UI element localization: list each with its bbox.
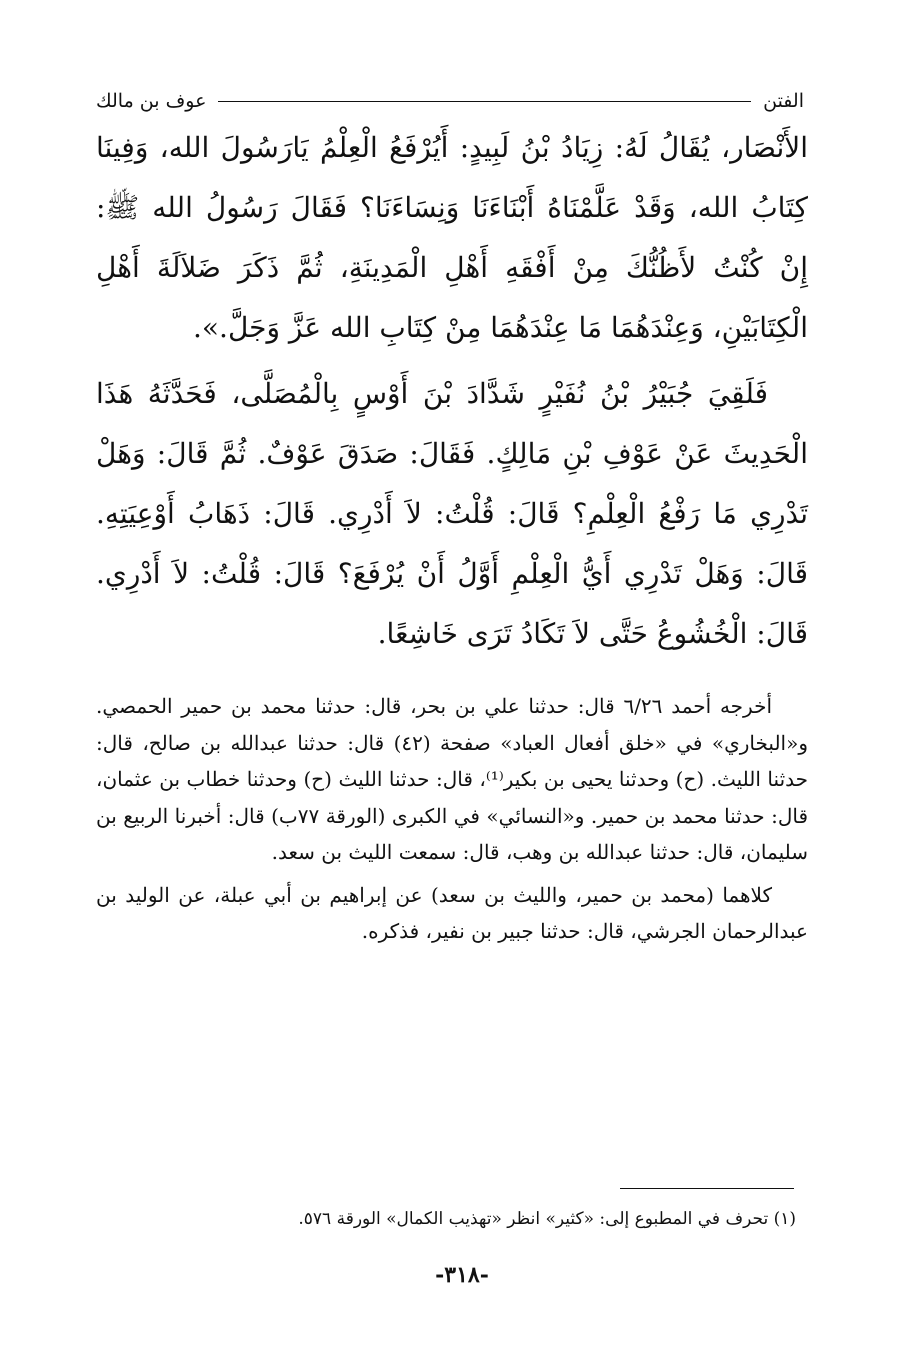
hadith-paragraph-2: فَلَقِيَ جُبَيْرُ بْنُ نُفَيْرٍ شَدَّادَ بْنَ أَوْسٍ بِالْمُصَلَّى، فَحَدَّثَهُ هَذَا الْحَدِيثَ عَنْ عَوْفِ بْنِ مَالِكٍ. فَقَالَ: صَدَقَ عَوْفٌ. ثُمَّ قَالَ: وَهَلْ تَدْرِي مَا رَفْعُ الْعِلْمِ؟ قَالَ: قُلْتُ: لاَ أَدْرِي. قَالَ: ذَهَابُ أَوْعِيَتِهِ. قَالَ: وَهَلْ تَدْرِي أَيُّ الْعِلْمِ أَوَّلُ أَنْ يُرْفَعَ؟ قَالَ: قُلْتُ: لاَ أَدْرِي. قَالَ: الْخُشُوعُ حَتَّى لاَ تَكَادُ تَرَى خَاشِعًا. (96, 377, 808, 650)
footnote-rule (620, 1188, 794, 1189)
footnote: (١) تحرف في المطبوع إلى: «كثير» انظر «تهذيب الكمال» الورقة ٥٧٦. (298, 1209, 796, 1229)
hadith-text (96, 118, 808, 664)
commentary-paragraph-2: كلاهما (محمد بن حمير، والليث بن سعد) عن إبراهيم بن أبي عبلة، عن الوليد بن عبدالرحمان الجرشي، قال: حدثنا جبير بن نفير، فذكره. (96, 882, 808, 943)
section-title: عوف بن مالك (96, 90, 207, 112)
takhrij-commentary (96, 688, 808, 950)
commentary-paragraph-1: أخرجه أحمد ٦/٢٦ قال: حدثنا علي بن بحر، قال: حدثنا محمد بن حمير الحمصي. و«البخاري» في «خلق أفعال العباد» صفحة (٤٢) قال: حدثنا عبدالله بن صالح، قال: حدثنا الليث. (ح) وحدثنا يحيى بن بكير⁽¹⁾، قال: حدثنا الليث (ح) وحدثنا خطاب بن عثمان، قال: حدثنا محمد بن حمير. و«النسائي» في الكبرى (الورقة ٧٧ب) قال: أخبرنا الربيع بن سليمان، قال: حدثنا عبدالله بن وهب، قال: سمعت الليث بن سعد. (96, 694, 809, 864)
running-head (96, 86, 804, 116)
chapter-title: الفتن (763, 90, 804, 112)
header-rule (218, 101, 751, 102)
page-number: -٣١٨- (435, 1262, 489, 1288)
hadith-paragraph-1: الأَنْصَار، يُقَالُ لَهُ: زِيَادُ بْنُ لَبِيدٍ: أَيُرْفَعُ الْعِلْمُ يَارَسُولَ الله، وَفِينَا كِتَابُ الله، وَقَدْ عَلَّمْنَاهُ أَبْنَاءَنَا وَنِسَاءَنَا؟ فَقَالَ رَسُولُ الله ﷺ: إِنْ كُنْتُ لأَظُنُّكَ مِنْ أَفْقَهِ أَهْلِ الْمَدِينَةِ، ثُمَّ ذَكَرَ ضَلاَلَةَ أَهْلِ الْكِتَابَيْنِ، وَعِنْدَهُمَا مَا عِنْدَهُمَا مِنْ كِتَابِ الله عَزَّ وَجَلَّ.». (96, 131, 808, 344)
